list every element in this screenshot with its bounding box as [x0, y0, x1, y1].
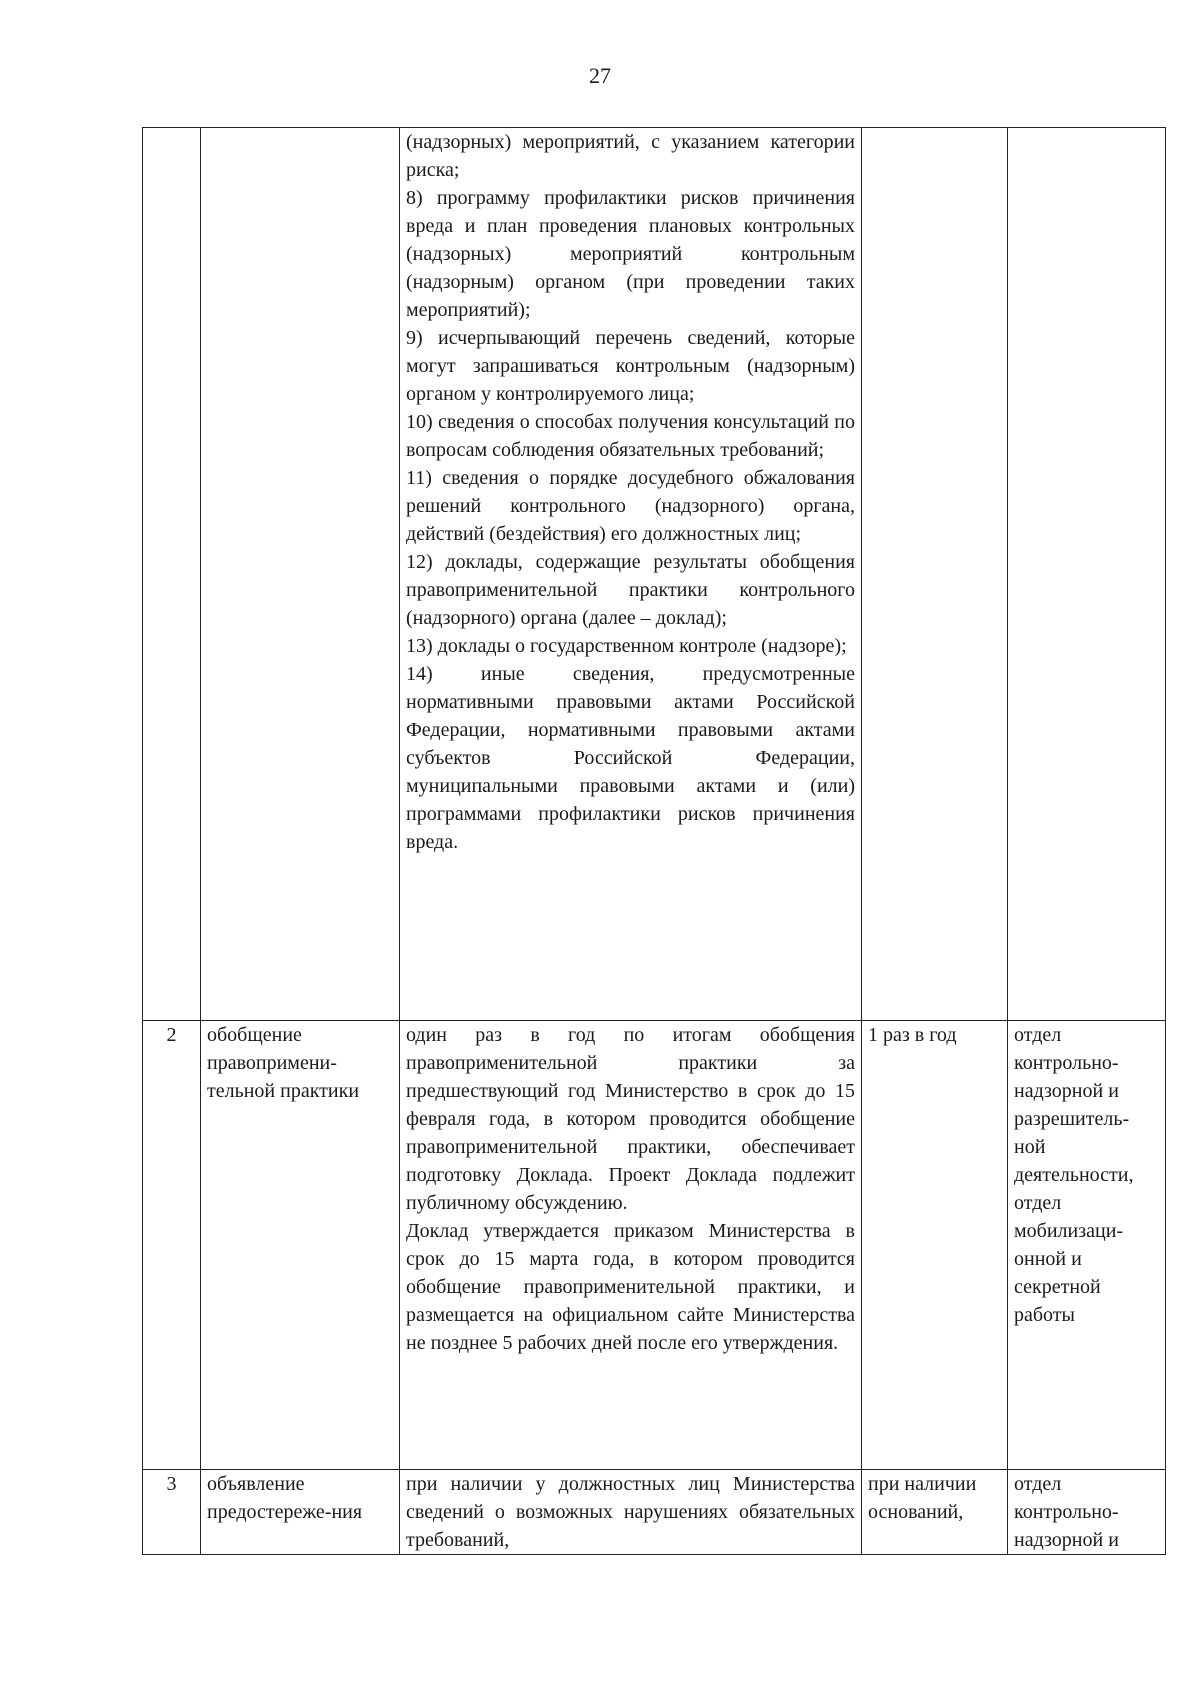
table-row: [143, 1470, 1166, 1555]
description-paragraph: 8) программу профилактики рисков причинения вреда и план проведения плановых контрольных (надзорных) мероприятий контрольным (надзорным) органом (при проведении таких мероприятий);: [406, 187, 855, 321]
measure-period: при наличии оснований,: [862, 1470, 1008, 1555]
description-paragraph: один раз в год по итогам обобщения правоприменительной практики за предшествующий год Министерство в срок до 15 февраля года, в котором проводится обобщение правоприменительной практики, обеспечивает подготовку Доклада. Проект Доклада подлежит публичному обсуждению.: [406, 1024, 855, 1214]
measure-name: обобщение правопримени-тельной практики: [201, 1021, 400, 1470]
description-paragraph: 9) исчерпывающий перечень сведений, которые могут запрашиваться контрольным (надзорным) органом у контролируемого лица;: [406, 327, 855, 405]
description-paragraph: (надзорных) мероприятий, с указанием категории риска;: [406, 131, 855, 181]
measure-description: [400, 1470, 862, 1555]
row-number: 3: [143, 1470, 201, 1555]
table-row: [143, 1021, 1166, 1470]
description-paragraph: 11) сведения о порядке досудебного обжалования решений контрольного (надзорного) органа, действий (бездействия) его должностных лиц;: [406, 467, 855, 545]
measure-responsible: отдел контрольно-надзорной и разрешитель-ной деятельности, отдел мобилизаци-онной и секретной работы: [1008, 1021, 1166, 1470]
measure-description: [400, 1021, 862, 1470]
measure-description: [400, 128, 862, 1021]
table-row: [143, 128, 1166, 1021]
description-paragraph: 10) сведения о способах получения консультаций по вопросам соблюдения обязательных требований;: [406, 411, 855, 461]
row-number: [143, 128, 201, 1021]
measure-responsible: отдел контрольно-надзорной и: [1008, 1470, 1166, 1555]
page-number: 27: [589, 63, 611, 88]
row-number: 2: [143, 1021, 201, 1470]
description-paragraph: 14) иные сведения, предусмотренные нормативными правовыми актами Российской Федерации, нормативными правовыми актами субъектов Российской Федерации, муниципальными правовыми актами и (или) программами профилактики рисков причинения вреда.: [406, 663, 855, 853]
measure-name: [201, 128, 400, 1021]
description-paragraph: Доклад утверждается приказом Министерства в срок до 15 марта года, в котором проводится обобщение правоприменительной практики, и размещается на официальном сайте Министерства не позднее 5 рабочих дней после его утверждения.: [406, 1220, 855, 1354]
measures-table: [142, 127, 1166, 1555]
description-paragraph: при наличии у должностных лиц Министерства сведений о возможных нарушениях обязательных требований,: [406, 1473, 855, 1551]
description-paragraph: 12) доклады, содержащие результаты обобщения правоприменительной практики контрольного (надзорного) органа (далее – доклад);: [406, 551, 855, 629]
description-paragraph: 13) доклады о государственном контроле (надзоре);: [406, 635, 847, 657]
measure-name: объявление предостереже-ния: [201, 1470, 400, 1555]
measure-responsible: [1008, 128, 1166, 1021]
measure-period: [862, 128, 1008, 1021]
measure-period: 1 раз в год: [862, 1021, 1008, 1470]
